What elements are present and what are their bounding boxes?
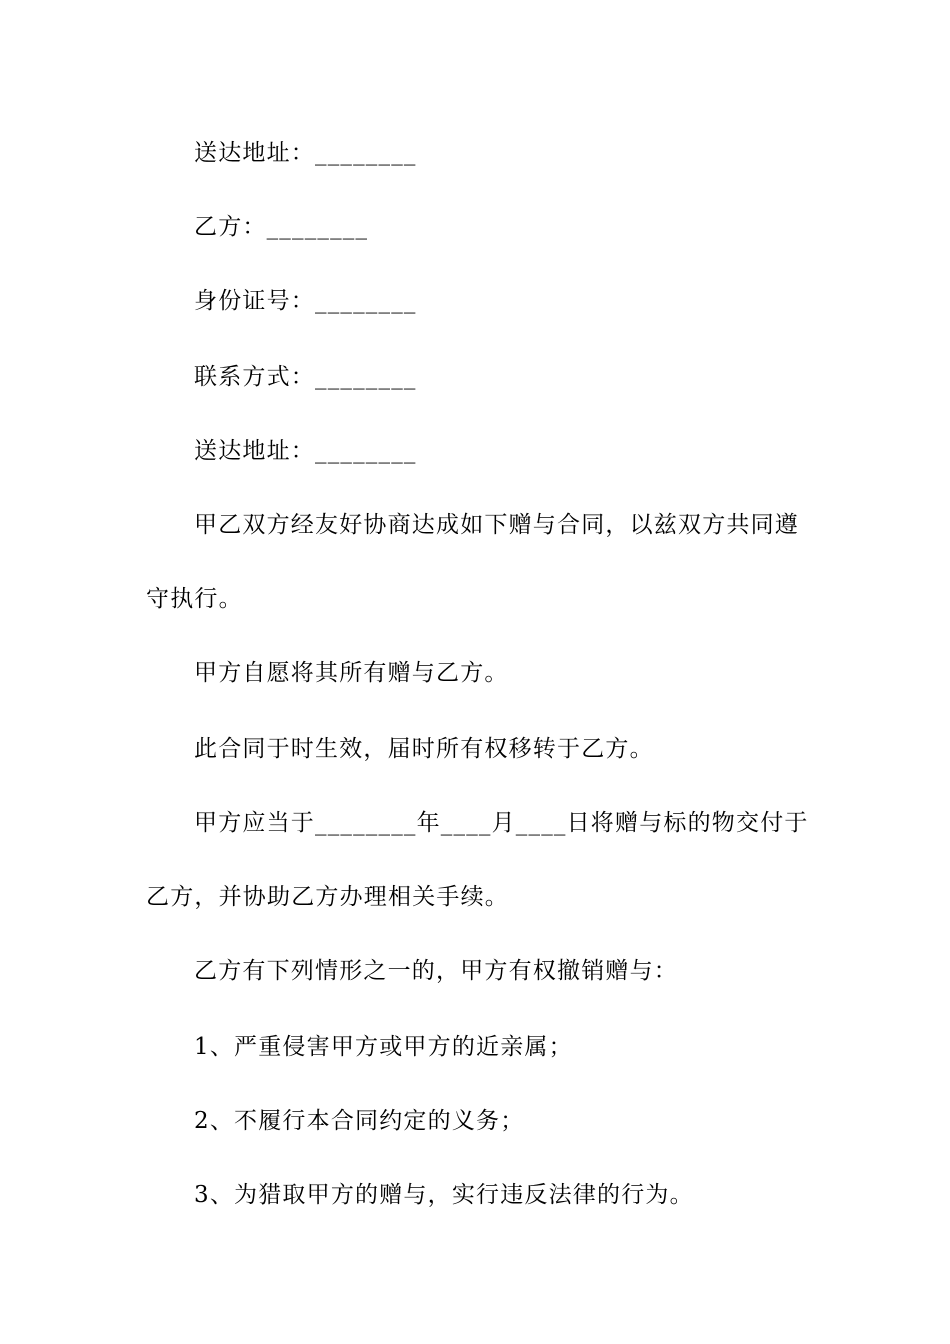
delivery-address-line-b: 送达地址：________	[194, 438, 417, 464]
delivery-clause-line-1: 甲方应当于________年____月____日将赠与标的物交付于	[194, 810, 809, 836]
revocation-heading-line: 乙方有下列情形之一的，甲方有权撤销赠与：	[194, 958, 678, 984]
party-b-line: 乙方：________	[194, 214, 369, 240]
revocation-item-1: 1、严重侵害甲方或甲方的近亲属；	[194, 1034, 573, 1060]
contact-line: 联系方式：________	[194, 364, 417, 390]
delivery-address-line-a: 送达地址：________	[194, 140, 417, 166]
effective-date-line: 此合同于时生效，届时所有权移转于乙方。	[194, 736, 654, 762]
agreement-paragraph-line-1: 甲乙双方经友好协商达成如下赠与合同，以兹双方共同遵	[194, 512, 799, 538]
revocation-item-2: 2、不履行本合同约定的义务；	[194, 1108, 525, 1134]
revocation-item-3: 3、为猎取甲方的赠与，实行违反法律的行为。	[194, 1182, 694, 1208]
agreement-paragraph-line-2: 守执行。	[146, 586, 243, 612]
id-number-line: 身份证号：________	[194, 288, 417, 314]
delivery-clause-line-2: 乙方，并协助乙方办理相关手续。	[146, 884, 509, 910]
gift-statement-line: 甲方自愿将其所有赠与乙方。	[194, 660, 509, 686]
